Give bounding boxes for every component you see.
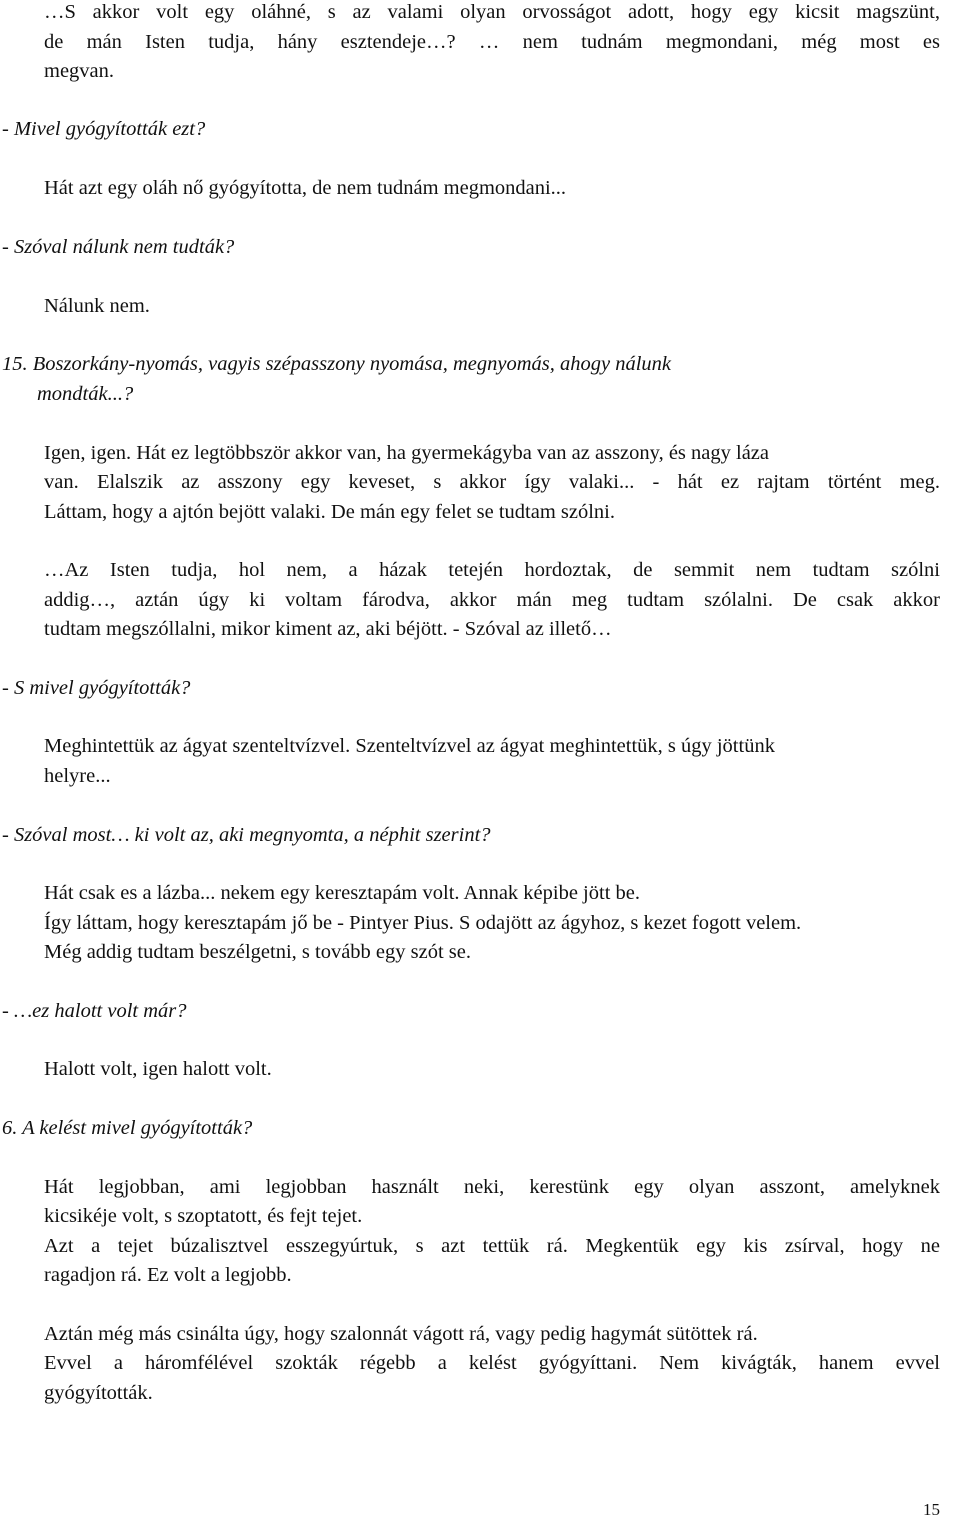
- answer-line: Hát azt egy oláh nő gyógyította, de nem tudnám megmondani...: [44, 177, 567, 199]
- answer-line: ragadjon rá. Ez volt a legjobb.: [44, 1264, 292, 1286]
- question-line: 15. Boszorkány-nyomás, vagyis szépasszony nyomása, megnyomás, ahogy nálunk: [2, 353, 672, 375]
- answer-line: megvan.: [44, 60, 115, 82]
- answer-line: Igen, igen. Hát ez legtöbbször akkor van, ha gyermekágyba van az asszony, és nagy láza: [44, 442, 769, 464]
- answer-line: Aztán még más csinálta úgy, hogy szalonnát vágott rá, vagy pedig hagymát sütöttek rá.: [44, 1323, 758, 1345]
- answer-line: Hát legjobban, ami legjobban használt neki, kerestünk egy olyan asszont, amelyknek: [44, 1176, 940, 1198]
- answer-line: de mán Isten tudja, hány esztendeje…? … nem tudnám megmondani, még most es: [44, 31, 940, 53]
- page-number: 15: [923, 1500, 940, 1519]
- question-line: mondták...?: [37, 383, 134, 405]
- answer-line: helyre...: [44, 765, 111, 787]
- answer-line: …Az Isten tudja, hol nem, a házak tetején hordoztak, de semmit nem tudtam szólni: [44, 559, 940, 581]
- answer-line: addig…, aztán úgy ki voltam fárodva, akkor mán meg tudtam szólalni. De csak akkor: [44, 589, 940, 611]
- question-line: - Szóval nálunk nem tudták?: [2, 236, 235, 258]
- question-line: - Szóval most… ki volt az, aki megnyomta, a néphit szerint?: [2, 824, 491, 846]
- answer-line: Azt a tejet búzalisztvel esszegyúrtuk, s azt tettük rá. Megkentük egy kis zsírval, hogy ne: [44, 1235, 940, 1257]
- answer-line: …S akkor volt egy oláhné, s az valami olyan orvosságot adott, hogy egy kicsit magszünt,: [44, 1, 940, 23]
- question-line: 6. A kelést mivel gyógyították?: [2, 1117, 253, 1139]
- answer-line: Evvel a háromfélével szokták régebb a kelést gyógyíttani. Nem kivágták, hanem evvel: [44, 1352, 940, 1374]
- question-line: - …ez halott volt már?: [2, 1000, 187, 1022]
- answer-line: Hát csak es a lázba... nekem egy keresztapám volt. Annak képibe jött be.: [44, 882, 640, 904]
- answer-line: tudtam megszóllalni, mikor kiment az, aki béjött. - Szóval az illető…: [44, 618, 612, 640]
- answer-line: Láttam, hogy a ajtón bejött valaki. De mán egy felet se tudtam szólni.: [44, 501, 615, 523]
- answer-line: Meghintettük az ágyat szenteltvízvel. Szenteltvízvel az ágyat meghintettük, s úgy jöttünk: [44, 735, 775, 757]
- answer-line: van. Elalszik az asszony egy keveset, s akkor így valaki... - hát ez rajtam történt meg.: [44, 471, 940, 493]
- question-line: - Mivel gyógyították ezt?: [2, 118, 206, 140]
- question-line: - S mivel gyógyították?: [2, 677, 191, 699]
- answer-line: Nálunk nem.: [44, 295, 150, 317]
- answer-line: Így láttam, hogy keresztapám jő be - Pintyer Pius. S odajött az ágyhoz, s kezet fogott velem.: [44, 912, 802, 934]
- answer-line: gyógyították.: [44, 1382, 153, 1404]
- answer-line: kicsikéje volt, s szoptatott, és fejt tejet.: [44, 1205, 363, 1227]
- answer-line: Halott volt, igen halott volt.: [44, 1058, 272, 1080]
- answer-line: Még addig tudtam beszélgetni, s tovább egy szót se.: [44, 941, 471, 963]
